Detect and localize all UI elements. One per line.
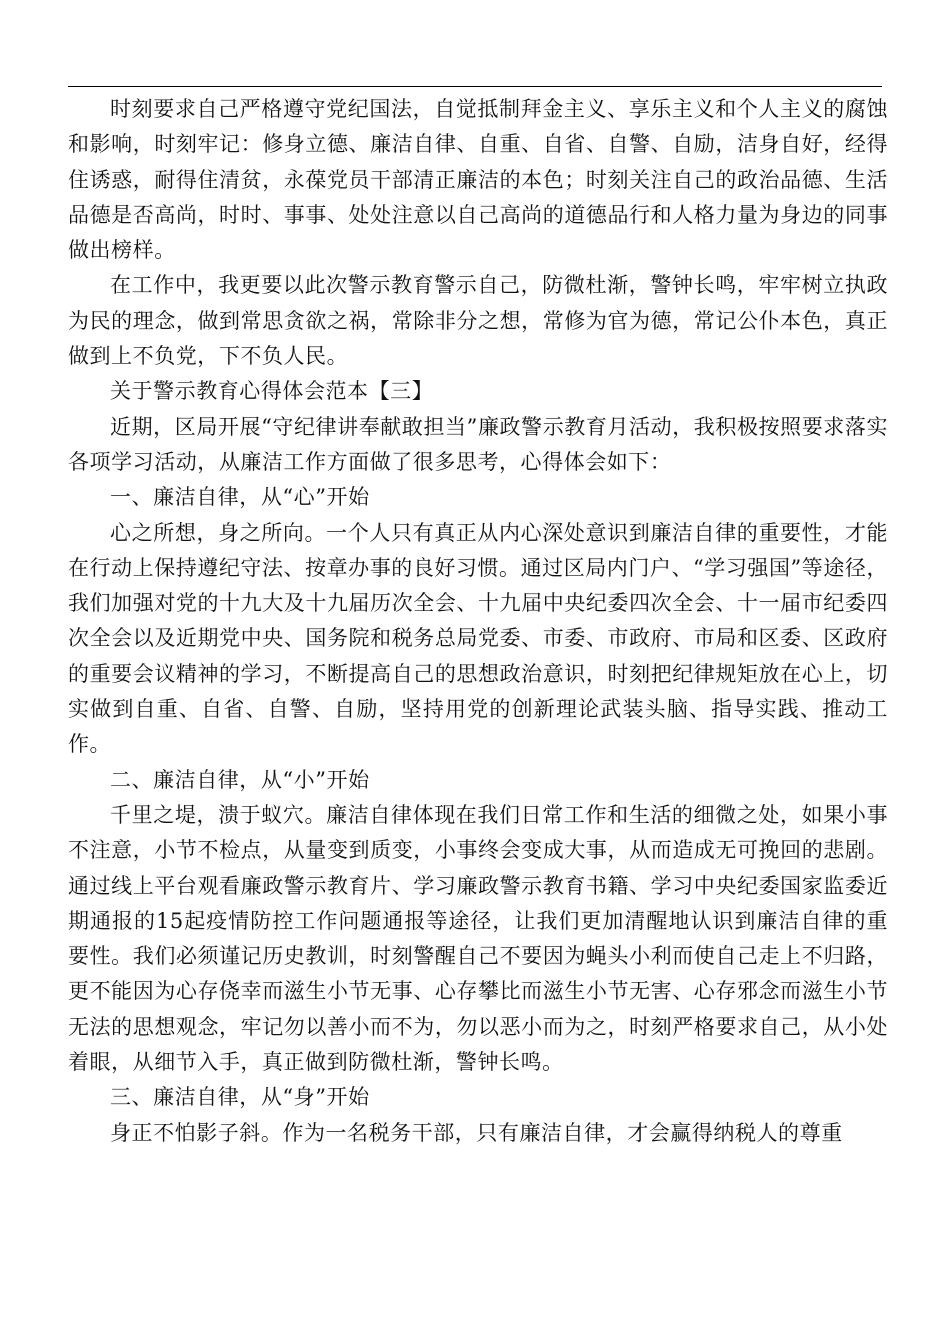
paragraph-from-small: 千里之堤，溃于蚁穴。廉洁自律体现在我们日常工作和生活的细微之处，如果小事不注意，小节不检点，从量变到质变，小事终会变成大事，从而造成无可挽回的悲剧。通过线上平台观看廉政警示教育片、学习廉政警示教育书籍、学习中央纪委国家监委近期通报的15起疫情防控工作问题通报等途径，让我们更加清醒地认识到廉洁自律的重要性。我们必须谨记历史教训，时刻警醒自己不要因为蝇头小利而使自己走上不归路，更不能因为心存侥幸而滋生小节无事、心存攀比而滋生小节无害、心存邪念而滋生小节无法的思想观念，牢记勿以善小而不为，勿以恶小而为之，时刻严格要求自己，从小处着眼，从细节入手，真正做到防微杜渐，警钟长鸣。 — [68, 802, 888, 1075]
paragraph-self-discipline: 时刻要求自己严格遵守党纪国法，自觉抵制拜金主义、享乐主义和个人主义的腐蚀和影响，时刻牢记：修身立德、廉洁自律、自重、自省、自警、自励，洁身自好，经得住诱惑，耐得住清贫，永葆党员干部清正廉洁的本色；时刻关注自己的政治品德、生活品德是否高尚，时时、事事、处处注意以自己高尚的道德品行和人格力量为身边的同事做出榜样。 — [68, 97, 888, 263]
document-body — [68, 92, 888, 1151]
paragraph-intro: 近期，区局开展“守纪律讲奉献敢担当”廉政警示教育月活动，我积极按照要求落实各项学习活动，从廉洁工作方面做了很多思考，心得体会如下： — [68, 414, 888, 474]
paragraph-from-heart: 心之所想，身之所向。一个人只有真正从内心深处意识到廉洁自律的重要性，才能在行动上保持遵纪守法、按章办事的良好习惯。通过区局内门户、“学习强国”等途径，我们加强对党的十九大及十九届历次全会、十九届中央纪委四次全会、十一届市纪委四次全会以及近期党中央、国务院和税务总局党委、市委、市政府、市局和区委、区政府的重要会议精神的学习，不断提高自己的思想政治意识，时刻把纪律规矩放在心上，切实做到自重、自省、自警、自励，坚持用党的创新理论武装头脑、指导实践、推动工作。 — [68, 520, 888, 757]
heading-from-self: 三、廉洁自律，从“身”开始 — [110, 1085, 370, 1110]
heading-from-small: 二、廉洁自律，从“小”开始 — [110, 767, 370, 792]
section-title-sample-three: 关于警示教育心得体会范本【三】 — [110, 379, 434, 404]
paragraph-work-warning: 在工作中，我更要以此次警示教育警示自己，防微杜渐，警钟长鸣，牢牢树立执政为民的理念，做到常思贪欲之祸，常除非分之想，常修为官为德，常记公仆本色，真正做到上不负党，下不负人民。 — [68, 273, 888, 369]
paragraph-from-self: 身正不怕影子斜。作为一名税务干部，只有廉洁自律，才会赢得纳税人的尊重 — [110, 1120, 843, 1145]
header-rule — [68, 86, 882, 87]
heading-from-heart: 一、廉洁自律，从“心”开始 — [110, 485, 370, 510]
